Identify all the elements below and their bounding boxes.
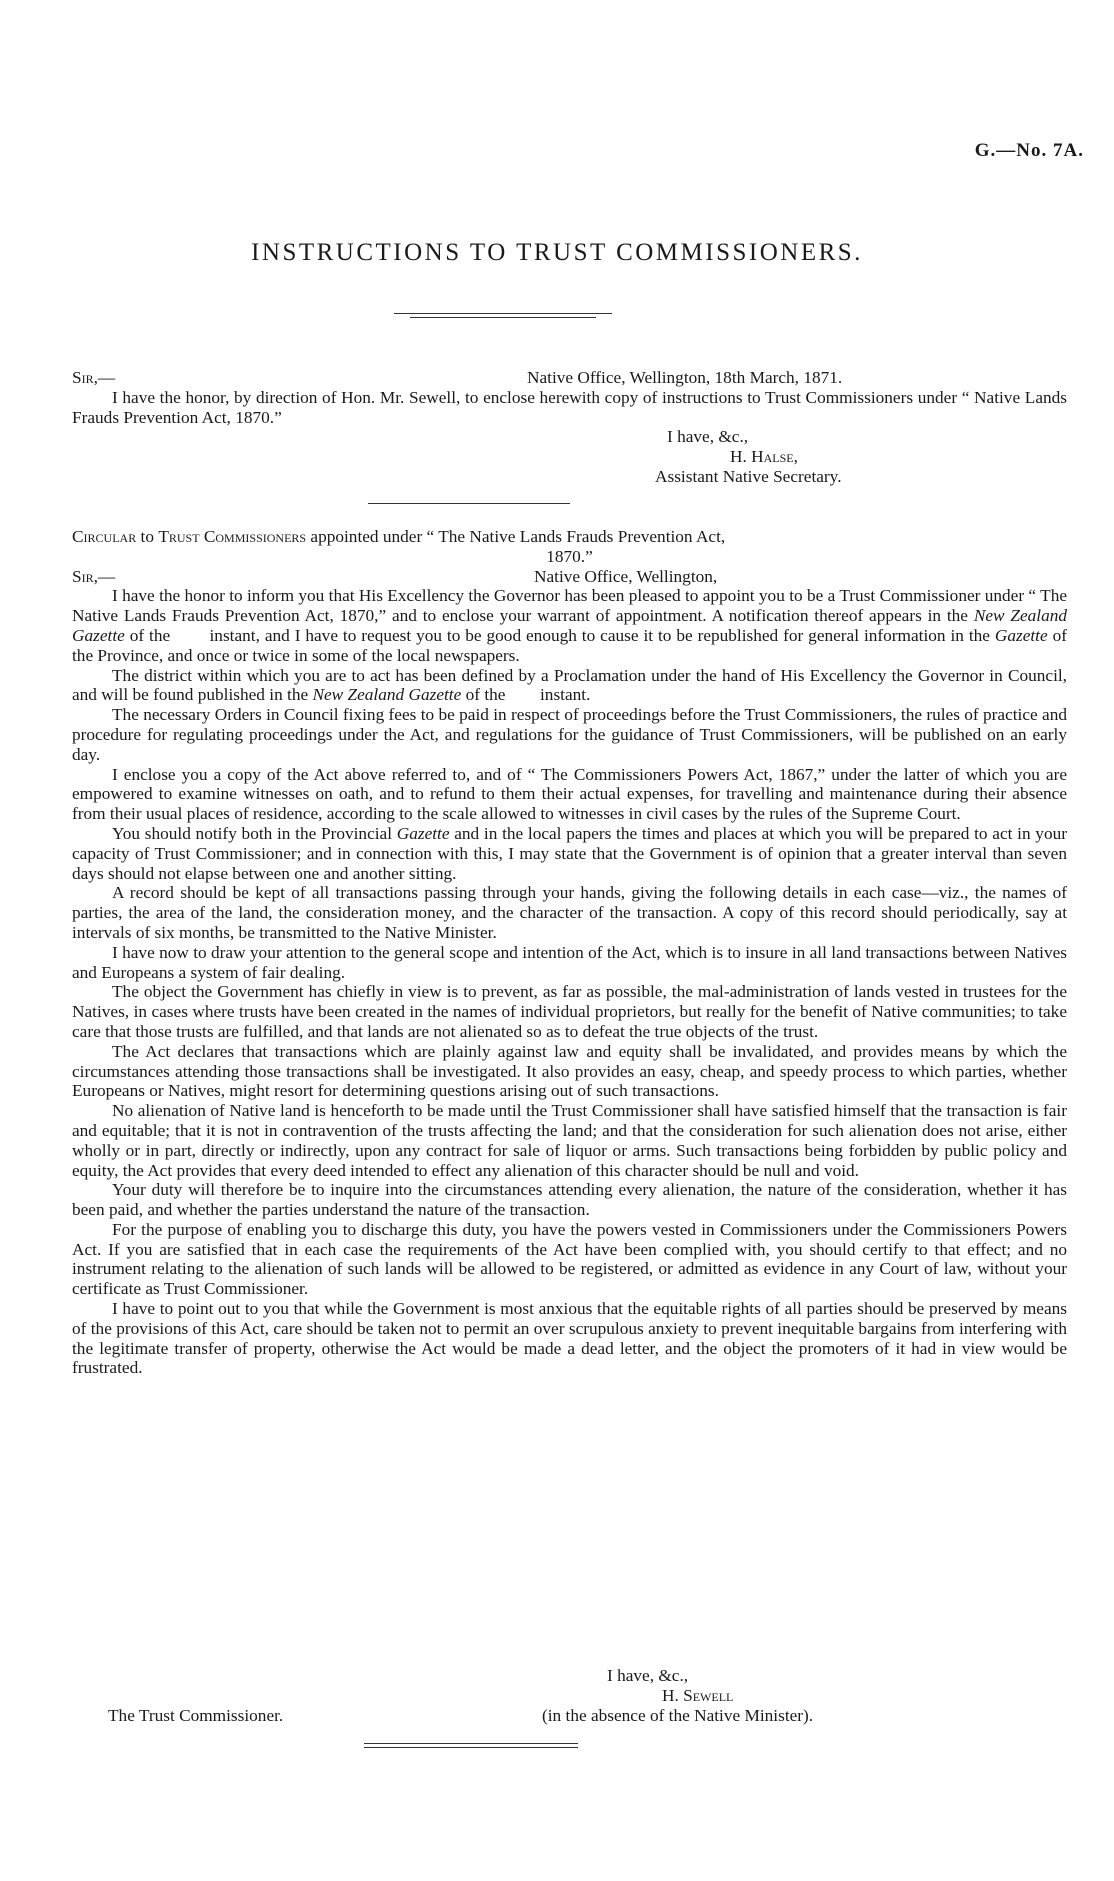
circular-signatory-note: (in the absence of the Native Minister).	[542, 1705, 814, 1725]
circular-heading-prefix: Circular	[72, 527, 137, 546]
paragraph-1-gazette-1: New Zealand Gazette	[72, 606, 1067, 645]
letter1-title-line	[72, 467, 1067, 487]
letter1-signatory: H. Halse,	[730, 447, 798, 467]
paragraph-6: A record should be kept of all transactions passing through your hands, giving the following details in each case—viz., the names of parties, the area of the land, the consideration money, and the character of the transaction. A copy of this record should periodically, say at intervals of six months, be transmitted to the Native Minister.	[72, 883, 1067, 942]
circular-salutation-line	[72, 567, 1067, 587]
paragraph-5-text-b: and in the local papers the times and places at which you will be prepared to act in your capacity of Trust Commissioner; and in connection with this, I may state that the Government is of opinion that a greater interval than seven days should not elapse between one and another sitting.	[72, 823, 1067, 883]
paragraph-9: The Act declares that transactions which are plainly against law and equity shall be invalidated, and provides means by which the circumstances attending those transactions shall be investigated. It also provides an easy, cheap, and speedy process to which parties, whether Europeans or Natives, might resort for determining questions arising out of such transactions.	[72, 1041, 1067, 1101]
letter1-signatory-line	[72, 447, 1067, 467]
paragraph-2-text-b: of the instant.	[465, 685, 591, 705]
circular-heading	[72, 527, 1067, 547]
letter1-closing: I have, &c.,	[667, 427, 749, 447]
title-divider	[394, 313, 612, 314]
circular-closing-text: I have, &c.,	[607, 1666, 689, 1685]
circular-signatory: H. Sewell	[662, 1685, 734, 1705]
end-divider	[364, 1743, 578, 1744]
paragraph-2-gazette: New Zealand Gazette	[312, 685, 462, 705]
circular-place: Native Office, Wellington,	[534, 566, 718, 586]
paragraph-1-text-c: of the Province, and once or twice in some of the local newspapers.	[72, 625, 1067, 665]
paragraph-5-gazette: Gazette	[396, 823, 450, 843]
circular-closing-line	[72, 1666, 1067, 1686]
circular-addressee: The Trust Commissioner.	[108, 1705, 284, 1725]
page-title: INSTRUCTIONS TO TRUST COMMISSIONERS.	[251, 239, 863, 266]
paragraph-12: For the purpose of enabling you to discharge this duty, you have the powers vested in Commissioners under the Commissioners Powers Act. If you are satisfied that in each case the requirements of the Act have been complied with, you should certify to that effect; and no instrument relating to the alienation of such lands will be allowed to be registered, or admitted as evidence in any Court of law, without your certificate as Trust Commissioner.	[72, 1219, 1067, 1299]
letter1-salutation: Sir,—	[72, 368, 116, 387]
circular-heading-year: 1870.”	[546, 546, 593, 566]
paragraph-2-text-a: The district within which you are to act has been defined by a Proclamation under the hand of His Excellency the Governor in Council, and will be found published in the	[72, 665, 1067, 705]
circular-heading-addressee: Trust Commissioners	[158, 527, 307, 546]
paragraph-1-gazette-2: Gazette	[994, 625, 1048, 645]
paragraph-8: The object the Government has chiefly in view is to prevent, as far as possible, the mal-administration of lands vested in trustees for the Natives, in cases where trusts have been created in the names of individual proprietors, but really for the benefit of Native communities; to take care that those trusts are fulfilled, and that lands are not alienated so as to defeat the true objects of the trust.	[72, 982, 1067, 1041]
title-divider-2	[410, 317, 596, 318]
paragraph-7: I have now to draw your attention to the general scope and intention of the Act, which is to insure in all land transactions between Natives and Europeans a system of fair dealing.	[72, 942, 1067, 982]
letter1-header-line	[72, 368, 1067, 388]
paragraph-3: The necessary Orders in Council fixing fees to be paid in respect of proceedings before the Trust Commissioners, the rules of practice and procedure for regulating proceedings under the Act, and regulations for the guidance of Trust Commissioners, will be published on an early day.	[72, 705, 1067, 764]
covering-letter	[72, 368, 1067, 487]
end-divider-2	[364, 1747, 578, 1748]
paragraph-1-text-b: of the instant, and I have to request you to be good enough to cause it to be republished for general information in the	[129, 625, 990, 645]
circular-salutation: Sir,—	[72, 566, 116, 586]
circular	[72, 527, 1067, 1378]
paragraph-1	[72, 586, 1067, 665]
circular-heading-to: to	[140, 527, 154, 546]
section-divider	[368, 503, 570, 504]
paragraph-5-text-a: You should notify both in the Provincial	[112, 823, 393, 843]
paragraph-2	[72, 666, 1067, 706]
paragraph-11: Your duty will therefore be to inquire into the circumstances attending every alienation, the nature of the consideration, whether it has been paid, and whether the parties understand the nature of the transaction.	[72, 1180, 1067, 1220]
letter1-closing-line	[72, 427, 1067, 447]
paragraph-13: I have to point out to you that while the Government is most anxious that the equitable rights of all parties should be preserved by means of the provisions of this Act, care should be taken not to permit an over scrupulous anxiety to prevent inequitable bargains from interfering with the legitimate transfer of property, otherwise the Act would be made a dead letter, and the object the promoters of it had in view would be frustrated.	[72, 1299, 1067, 1378]
paragraph-5	[72, 824, 1067, 883]
paragraph-1-text-a: I have the honor to inform you that His Excellency the Governor has been pleased to appoint you to be a Trust Commissioner under “ The Native Lands Frauds Prevention Act, 1870,” and to enclose your warrant of appointment. A notification thereof appears in the	[72, 586, 1067, 626]
letter1-signatory-title: Assistant Native Secretary.	[655, 466, 842, 486]
circular-addressee-line	[72, 1706, 1067, 1726]
letter1-body: I have the honor, by direction of Hon. Mr. Sewell, to enclose herewith copy of instructions to Trust Commissioners under “ Native Lands Frauds Prevention Act, 1870.”	[72, 387, 1067, 427]
letter1-place-date: Native Office, Wellington, 18th March, 1871.	[527, 368, 843, 387]
document-number: G.—No. 7A.	[974, 140, 1084, 161]
paragraph-10: No alienation of Native land is henceforth to be made until the Trust Commissioner shall have satisfied himself that the transaction is fair and equitable; that it is not in contravention of the trusts affecting the land; and that the consideration for such alienation does not arise, either wholly or in part, directly or indirectly, upon any contract for sale of liquor or arms. Such transactions being forbidden by public policy and equity, the Act provides that every deed intended to effect any alienation of this character should be null and void.	[72, 1101, 1067, 1180]
circular-heading-rest: appointed under “ The Native Lands Frauds Prevention Act,	[310, 527, 726, 546]
circular-signatory-line	[72, 1686, 1067, 1706]
circular-closing	[72, 1666, 1067, 1725]
paragraph-4: I enclose you a copy of the Act above referred to, and of “ The Commissioners Powers Act, 1867,” under the latter of which you are empowered to examine witnesses on oath, and to refund to them their actual expenses, for travelling and maintenance during their absence from their usual places of residence, according to the scale allowed to witnesses in civil cases by the rules of the Supreme Court.	[72, 764, 1067, 824]
